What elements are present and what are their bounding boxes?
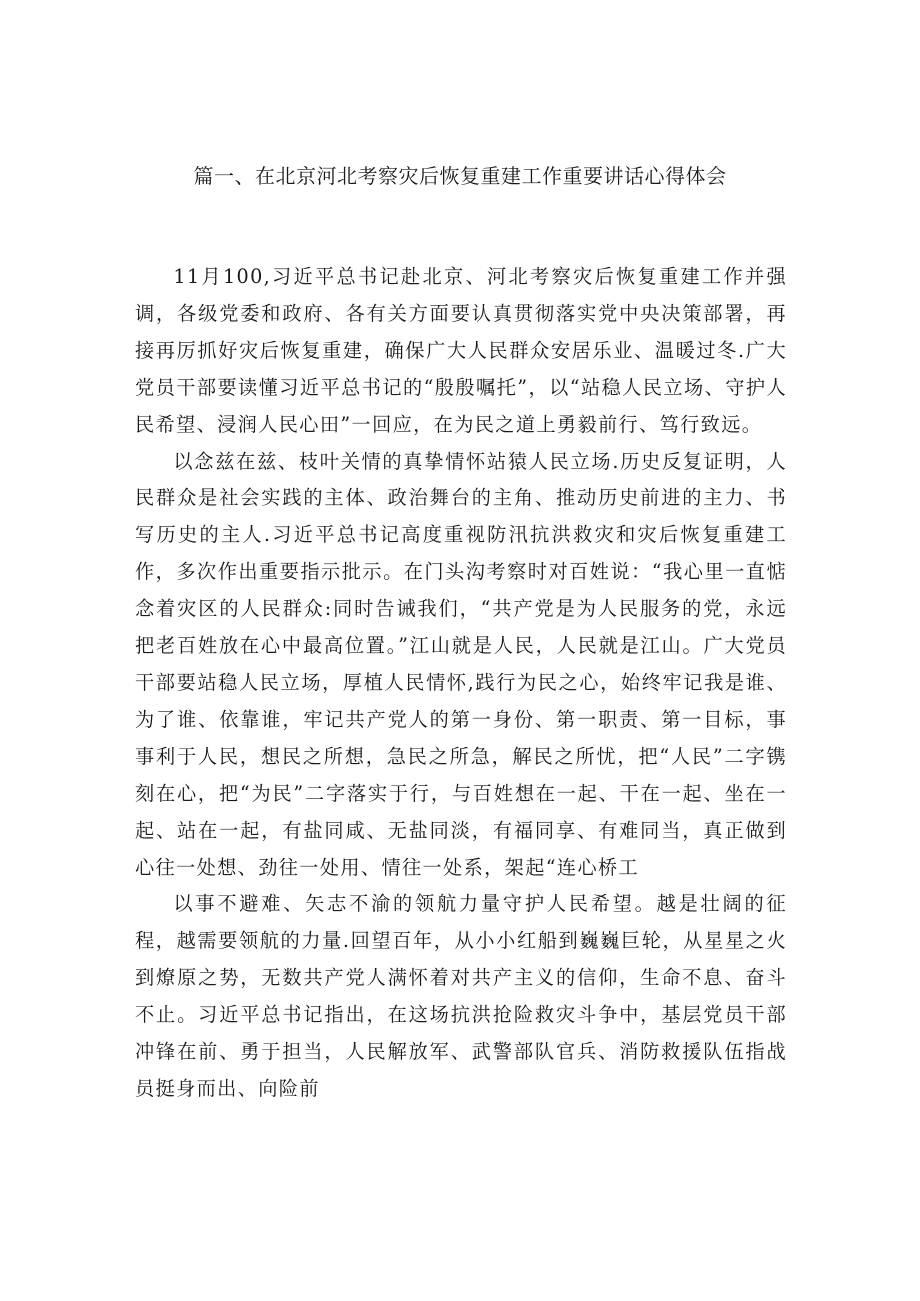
paragraph-3: 以事不避难、矢志不渝的领航力量守护人民希望。越是壮阔的征程，越需要领航的力量.回望百年，从小小红船到巍巍巨轮，从星星之火到燎原之势，无数共产党人满怀着对共产主义的信仰，生命不息、奋斗不止。习近平总书记指出，在这场抗洪抢险救灾斗争中，基层党员干部冲锋在前、勇于担当，人民解放军、武警部队官兵、消防救援队伍指战员挺身而出、向险前 (135, 892, 787, 1100)
document-body (135, 259, 787, 1108)
paragraph-2: 以念兹在兹、枝叶关情的真挚情怀站猿人民立场.历史反复证明，人民群众是社会实践的主体、政治舞台的主角、推动历史前进的主力、书写历史的主人.习近平总书记高度重视防汛抗洪救灾和灾后恢复重建工作，多次作出重要指示批示。在门头沟考察时对百姓说：“我心里一直惦念着灾区的人民群众:同时告诫我们，“共产党是为人民服务的党，永远把老百姓放在心中最高位置。”江山就是人民，人民就是江山。广大党员干部要站稳人民立场，厚植人民情怀,践行为民之心，始终牢记我是谁、为了谁、依靠谁，牢记共产党人的第一身份、第一职责、第一目标，事事利于人民，想民之所想，急民之所急，解民之所忧，把“人民”二字镌刻在心，把“为民”二字落实于行，与百姓想在一起、干在一起、坐在一起、站在一起，有盐同咸、无盐同淡，有福同享、有难同当，真正做到心往一处想、劲往一处用、情往一处系，架起“连心桥工 (135, 449, 787, 879)
document-title: 篇一、在北京河北考察灾后恢复重建工作重要讲话心得体会 (193, 164, 727, 188)
paragraph-1: 11月100,习近平总书记赴北京、河北考察灾后恢复重建工作并强调，各级党委和政府、各有关方面要认真贯彻落实党中央决策部署，再接再厉抓好灾后恢复重建，确保广大人民群众安居乐业、温暖过冬.广大党员干部要读懂习近平总书记的“殷殷嘱托”，以“站稳人民立场、守护人民希望、浸润人民心田”一回应，在为民之道上勇毅前行、笃行致远。 (135, 265, 787, 436)
